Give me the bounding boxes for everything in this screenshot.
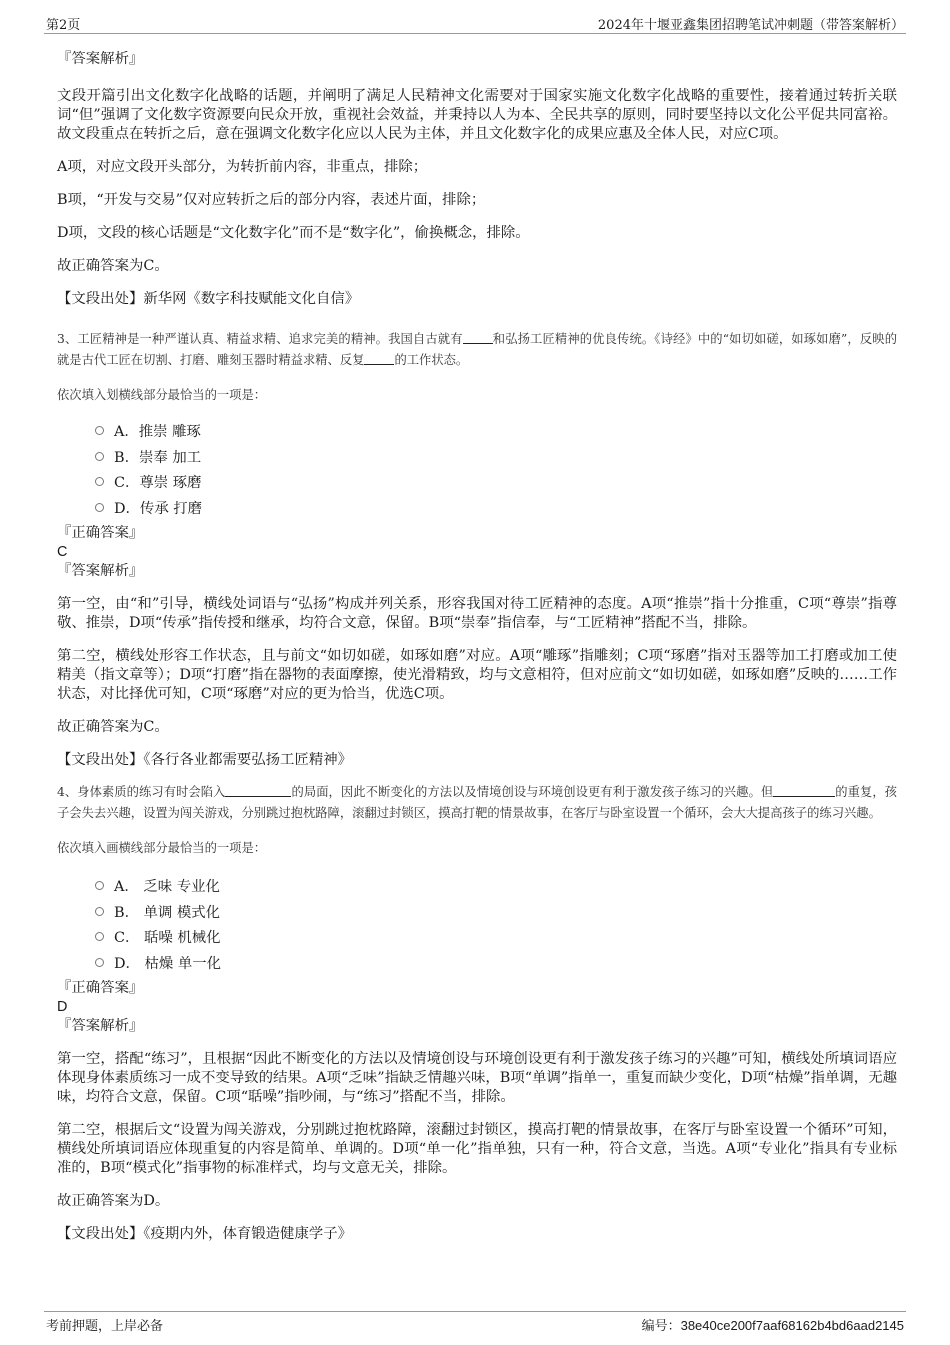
q3-option-a[interactable] [95, 418, 897, 444]
q2-analysis-paragraph: 文段开篇引出文化数字化战略的话题，并阐明了满足人民精神文化需要对于国家实施文化数字化战略的重要性，接着通过转折关联词“但”强调了文化数字资源要向民众开放，重视社会效益，并秉持以人为本、全民共享的原则，同时要坚持以文化公平促共同富裕。故文段重点在转折之后，意在强调文化数字化应以人民为主体，并且文化数字化的成果应惠及全体人民，对应C项。 [57, 88, 897, 142]
q3-option-b-label: B．崇奉 加工 [114, 449, 202, 466]
q3-source: 【文段出处】《各行各业都需要弘扬工匠精神》 [57, 752, 353, 768]
q3-analysis-blank-2: 第二空，横线处形容工作状态，且与前文“如切如磋，如琢如磨”对应。A项“雕琢”指雕刻；C项“琢磨”指对玉器等加工打磨或加工使精美（指文章等）；D项“打磨”指在器物的表面摩擦，使光滑精致，均与文意相符，但对应前文“如切如磋，如琢如磨”反映的……工作状态，对比择优可知，C项“琢磨”对应的更为恰当，优选C项。 [57, 648, 897, 702]
page-content [57, 44, 897, 1244]
q3-stem-part-3: 的工作状态。 [394, 353, 469, 367]
q3-stem [57, 329, 897, 371]
q3-option-b[interactable] [95, 444, 897, 470]
q2-analysis-label: 『答案解析』 [57, 51, 144, 67]
q4-option-b[interactable] [95, 899, 897, 925]
q4-option-c-label: C． 聒噪 机械化 [114, 930, 221, 947]
document-code [642, 1315, 904, 1334]
q3-option-c[interactable] [95, 469, 897, 495]
q4-option-b-label: B． 单调 模式化 [114, 904, 221, 921]
radio-icon[interactable] [95, 503, 104, 512]
radio-icon[interactable] [95, 881, 104, 890]
q4-blank-2 [773, 783, 835, 797]
q4-stem-part-1: 4、身体素质的练习有时会陷入 [57, 785, 226, 799]
q4-analysis-blank-2: 第二空，根据后文“设置为闯关游戏，分别跳过抱枕路障，滚翻过封锁区，摸高打靶的情景故事，在客厅与卧室设置一个循环”可知，横线处所填词语应体现重复的内容是简单、单调的。D项“单一化”指单独，只有一种，符合文意，当选。A项“专业化”指具有专业标准的，B项“模式化”指事物的标准样式，均与文意无关，排除。 [57, 1122, 897, 1176]
q4-option-d-label: D． 枯燥 单一化 [114, 955, 222, 972]
q3-blank-2 [364, 351, 394, 365]
q4-analysis-blank-1: 第一空，搭配“练习”，且根据“因此不断变化的方法以及情境创设与环境创设更有利于激发孩子练习的兴趣”可知，横线处所填词语应体现身体素质练习一成不变导致的结果。A项“乏味”指缺乏情趣兴味，B项“单调”指单一，重复而缺少变化，D项“枯燥”指单调，无趣味，均符合文意，保留。C项“聒噪”指吵闹，与“练习”搭配不当，排除。 [57, 1051, 897, 1105]
document-code-label: 编号： [641, 1319, 681, 1334]
radio-icon[interactable] [95, 958, 104, 967]
q3-answer-label: 『正确答案』 [57, 525, 144, 541]
q4-option-d[interactable] [95, 950, 897, 976]
footer-slogan: 考前押题，上岸必备 [46, 1319, 164, 1334]
radio-icon[interactable] [95, 477, 104, 486]
q3-option-d-label: D．传承 打磨 [114, 500, 203, 517]
document-code-value: 38e40ce200f7aaf68162b4bd6aad2145 [680, 1318, 904, 1333]
radio-icon[interactable] [95, 452, 104, 461]
q3-blank-1 [463, 330, 493, 344]
q3-analysis-label: 『答案解析』 [57, 563, 144, 579]
q3-option-d[interactable] [95, 495, 897, 521]
q2-analysis-option-b: B项，“开发与交易”仅对应转折之后的部分内容，表述片面，排除； [57, 192, 486, 208]
document-title: 2024年十堰亚鑫集团招聘笔试冲刺题（带答案解析） [597, 18, 904, 33]
q2-conclusion: 故正确答案为C。 [57, 258, 169, 274]
page-header [44, 11, 906, 34]
q4-option-a-label: A． 乏味 专业化 [114, 879, 220, 896]
radio-icon[interactable] [95, 907, 104, 916]
q3-options [57, 418, 897, 520]
q4-options [57, 873, 897, 975]
q2-analysis-option-d: D项，文段的核心话题是“文化数字化”而不是“数字化”，偷换概念，排除。 [57, 225, 530, 241]
q4-analysis-label: 『答案解析』 [57, 1018, 144, 1034]
radio-icon[interactable] [95, 426, 104, 435]
q3-analysis-blank-1: 第一空，由“和”引导，横线处词语与“弘扬”构成并列关系，形容我国对待工匠精神的态度。A项“推崇”指十分推重，C项“尊崇”指尊敬、推崇，D项“传承”指传授和继承，均符合文意，保留。B项“崇奉”指信奉，与“工匠精神”搭配不当，排除。 [57, 596, 897, 631]
q4-blank-1 [225, 783, 291, 797]
q3-option-c-label: C．尊崇 琢磨 [114, 475, 202, 492]
q4-option-c[interactable] [95, 924, 897, 950]
page-number: 第2页 [46, 18, 81, 33]
q3-answer: C [57, 544, 68, 560]
q4-answer-label: 『正确答案』 [57, 980, 144, 996]
q4-instruction: 依次填入画横线部分最恰当的一项是： [57, 841, 267, 855]
q3-instruction: 依次填入划横线部分最恰当的一项是： [57, 388, 267, 402]
page-footer [44, 1311, 906, 1334]
q4-source: 【文段出处】《疫期内外，体育锻造健康学子》 [57, 1226, 353, 1242]
q4-option-a[interactable] [95, 873, 897, 899]
q3-stem-part-2: 和弘扬工匠精神的优良传统。《诗经》中的“如切如磋，如琢如磨”，反映的就是古代工匠在切割、打磨、雕刻玉器时精益求精、反复 [57, 332, 897, 367]
radio-icon[interactable] [95, 932, 104, 941]
q4-stem-part-3: 的重复，孩子会失去兴趣，设置为闯关游戏，分别跳过抱枕路障，滚翻过封锁区，摸高打靶的情景故事，在客厅与卧室设置一个循环，会大大提高孩子的练习兴趣。 [57, 785, 897, 820]
q2-analysis-option-a: A项，对应文段开头部分，为转折前内容，非重点，排除； [57, 159, 428, 175]
q3-stem-part-1: 3、工匠精神是一种严谨认真、精益求精、追求完美的精神。我国自古就有 [57, 332, 463, 346]
q3-conclusion: 故正确答案为C。 [57, 719, 169, 735]
q4-stem [57, 782, 897, 824]
q4-answer: D [57, 999, 68, 1015]
q4-conclusion: 故正确答案为D。 [57, 1193, 170, 1209]
q2-source: 【文段出处】新华网《数字科技赋能文化自信》 [57, 291, 360, 307]
q3-option-a-label: A．推崇 雕琢 [114, 424, 201, 441]
q4-stem-part-2: 的局面，因此不断变化的方法以及情境创设与环境创设更有利于激发孩子练习的兴趣。但 [291, 785, 774, 799]
